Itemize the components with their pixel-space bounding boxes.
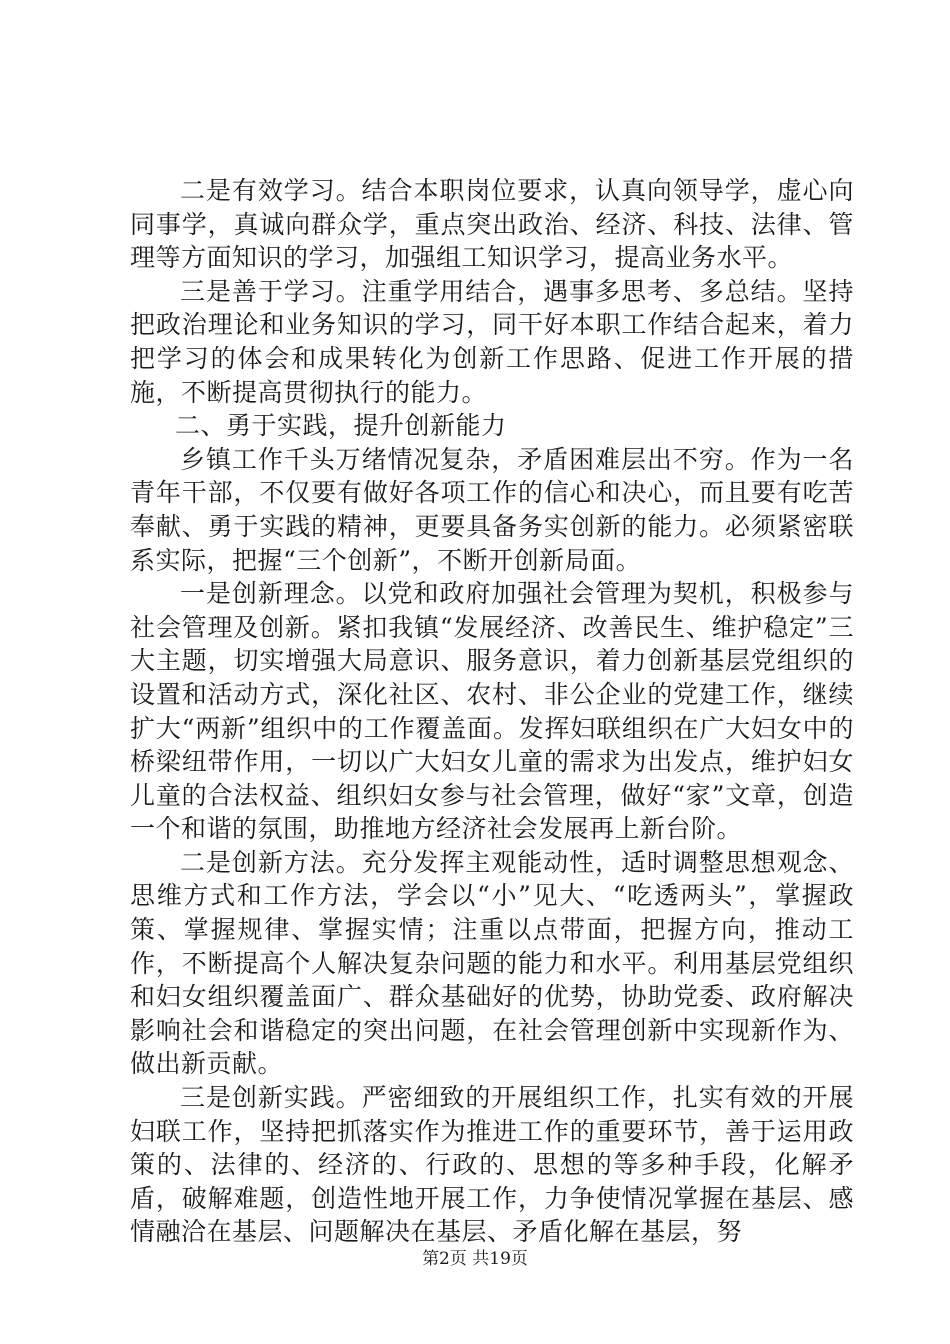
paragraph-township-work: 乡镇工作千头万绪情况复杂，矛盾困难层出不穷。作为一名青年干部，不仅要有做好各项工作的信心和决心，而且要有吃苦奉献、勇于实践的精神，更要具备务实创新的能力。必须紧密联系实际，把握“三个创新”，不断开创新局面。 (130, 444, 854, 575)
page-number-footer: 第2页 共19页 (422, 1249, 528, 1269)
paragraph-effective-learning: 二是有效学习。结合本职岗位要求，认真向领导学，虚心向同事学，真诚向群众学，重点突出政治、经济、科技、法律、管理等方面知识的学习，加强组工知识学习，提高业务水平。 (130, 176, 854, 273)
paragraph-innovate-concept: 一是创新理念。以党和政府加强社会管理为契机，积极参与社会管理及创新。紧扣我镇“发展经济、改善民生、维护稳定”三大主题，切实增强大局意识、服务意识，着力创新基层党组织的设置和活动方式，深化社区、农村、非公企业的党建工作，继续扩大“两新”组织中的工作覆盖面。发挥妇联组织在广大妇女中的桥梁纽带作用，一切以广大妇女儿童的需求为出发点，维护妇女儿童的合法权益、组织妇女参与社会管理，做好“家”文章，创造一个和谐的氛围，助推地方经济社会发展再上新台阶。 (130, 579, 854, 844)
document-body (130, 174, 854, 1249)
paragraph-innovate-method: 二是创新方法。充分发挥主观能动性，适时调整思想观念、思维方式和工作方法，学会以“小”见大、“吃透两头”，掌握政策、掌握规律、掌握实情；注重以点带面，把握方向，推动工作，不断提高个人解决复杂问题的能力和水平。利用基层党组织和妇女组织覆盖面广、群众基础好的优势，协助党委、政府解决影响社会和谐稳定的突出问题，在社会管理创新中实现新作为、做出新贡献。 (130, 847, 854, 1079)
paragraph-innovate-practice: 三是创新实践。严密细致的开展组织工作，扎实有效的开展妇联工作，坚持把抓落实作为推进工作的重要环节，善于运用政策的、法律的、经济的、行政的、思想的等多种手段，化解矛盾，破解难题，创造性地开展工作，力争使情况掌握在基层、感情融洽在基层、问题解决在基层、矛盾化解在基层，努 (130, 1083, 854, 1247)
section-heading-practice: 二、勇于实践，提升创新能力 (175, 411, 507, 441)
paragraph-good-at-learning: 三是善于学习。注重学用结合，遇事多思考、多总结。坚持把政治理论和业务知识的学习，同干好本职工作结合起来，着力把学习的体会和成果转化为创新工作思路、促进工作开展的措施，不断提高贯彻执行的能力。 (130, 276, 854, 407)
